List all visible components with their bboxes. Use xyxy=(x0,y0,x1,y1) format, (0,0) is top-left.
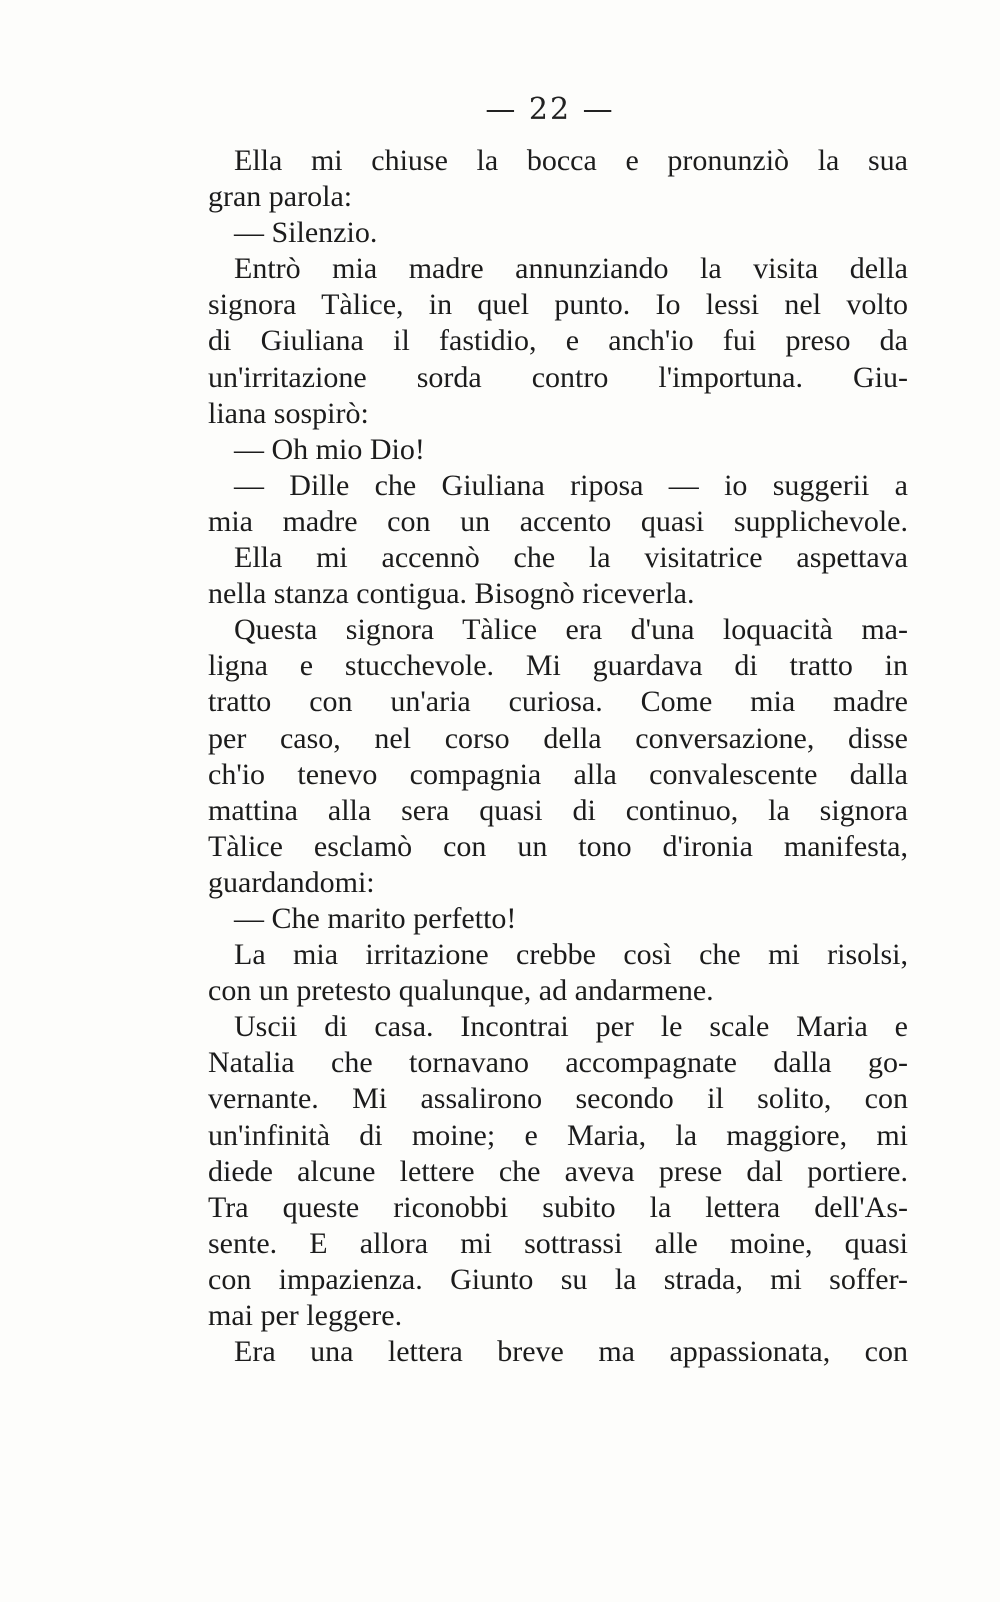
text-line: Era una lettera breve ma appassionata, con xyxy=(234,1335,908,1369)
text-line: di Giuliana il fastidio, e anch'io fui preso da xyxy=(208,324,908,358)
text-line: un'infinità di moine; e Maria, la maggiore, mi xyxy=(208,1118,908,1152)
text-line: Ella mi accennò che la visitatrice aspettava xyxy=(234,541,908,575)
text-line: gran parola: xyxy=(208,180,353,214)
text-line: vernante. Mi assalirono secondo il solito, con xyxy=(208,1082,908,1116)
body-text xyxy=(208,143,908,1370)
text-line: Natalia che tornavano accompagnate dalla go- xyxy=(208,1046,908,1080)
text-line: mia madre con un accento quasi supplichevole. xyxy=(208,504,908,538)
text-line: — Che marito perfetto! xyxy=(234,901,517,935)
text-line: Tra queste riconobbi subito la lettera dell'As- xyxy=(208,1190,908,1224)
text-line: diede alcune lettere che aveva prese dal portiere. xyxy=(208,1154,908,1188)
text-line: sente. E allora mi sottrassi alle moine, quasi xyxy=(208,1226,908,1260)
text-line: — Dille che Giuliana riposa — io suggerii a xyxy=(234,468,908,502)
text-line: Entrò mia madre annunziando la visita della xyxy=(234,252,908,286)
text-line: liana sospirò: xyxy=(208,396,369,430)
text-line: ch'io tenevo compagnia alla convalescente dalla xyxy=(208,757,908,791)
text-line: mai per leggere. xyxy=(208,1299,403,1332)
text-line: con impazienza. Giunto su la strada, mi soffer- xyxy=(208,1262,908,1296)
page-number: — 22 — xyxy=(485,92,615,127)
text-line: Uscii di casa. Incontrai per le scale Maria e xyxy=(234,1010,908,1044)
text-line: guardandomi: xyxy=(208,865,375,899)
text-line: — Oh mio Dio! xyxy=(234,432,425,466)
text-line: nella stanza contigua. Bisognò riceverla. xyxy=(208,577,695,611)
text-line: con un pretesto qualunque, ad andarmene. xyxy=(208,974,714,1008)
text-line: — Silenzio. xyxy=(234,216,378,250)
text-line: Tàlice esclamò con un tono d'ironia manifesta, xyxy=(208,829,908,863)
text-line: signora Tàlice, in quel punto. Io lessi nel volto xyxy=(208,288,908,322)
text-line: tratto con un'aria curiosa. Come mia madre xyxy=(208,685,908,719)
text-line: Questa signora Tàlice era d'una loquacità ma- xyxy=(234,613,908,647)
text-line: Ella mi chiuse la bocca e pronunziò la sua xyxy=(234,144,908,177)
text-line: un'irritazione sorda contro l'importuna. Giu- xyxy=(208,360,908,394)
text-line: La mia irritazione crebbe così che mi risolsi, xyxy=(234,938,908,972)
text-line: ligna e stucchevole. Mi guardava di tratto in xyxy=(208,649,908,683)
text-line: per caso, nel corso della conversazione, disse xyxy=(208,721,908,755)
text-line: mattina alla sera quasi di continuo, la signora xyxy=(208,793,908,827)
